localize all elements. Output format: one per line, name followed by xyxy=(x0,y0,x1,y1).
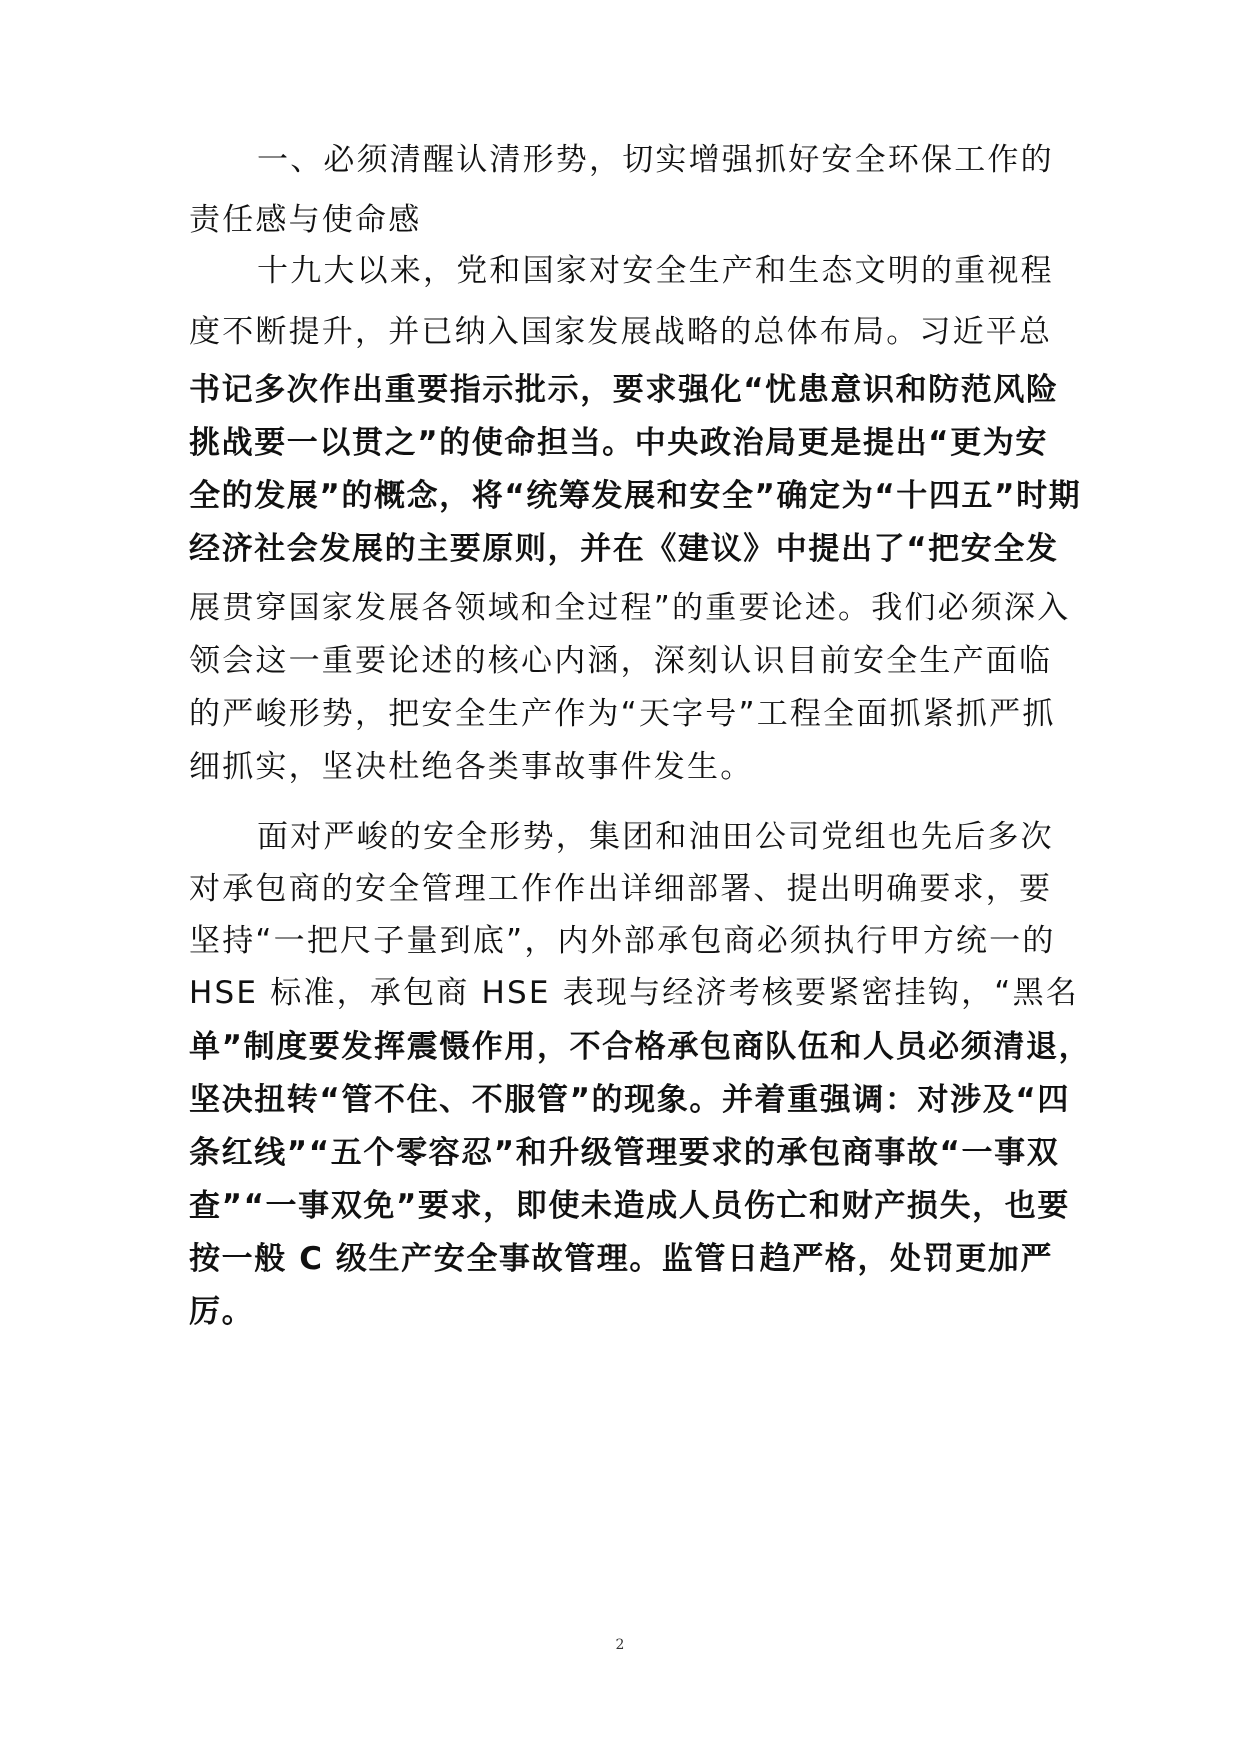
paragraph-1-line: 领会这一重要论述的核心内涵，深刻认识目前安全生产面临 xyxy=(189,643,1053,679)
paragraph-1-line: 全的发展”的概念，将“统筹发展和安全”确定为“十四五”时期 xyxy=(189,478,1082,514)
paragraph-2-line: HSE 标准，承包商 HSE 表现与经济考核要紧密挂钩，“黑名 xyxy=(189,975,1079,1011)
paragraph-1-line: 挑战要一以贯之”的使命担当。中央政治局更是提出“更为安 xyxy=(189,425,1048,461)
paragraph-1-line: 十九大以来，党和国家对安全生产和生态文明的重视程 xyxy=(257,253,1054,289)
paragraph-1-line: 书记多次作出重要指示批示，要求强化“忧患意识和防范风险 xyxy=(189,372,1059,408)
paragraph-2-line: 按一般 C 级生产安全事故管理。监管日趋严格，处罚更加严 xyxy=(189,1241,1054,1277)
section-heading-line-1: 一、必须清醒认清形势，切实增强抓好安全环保工作的 xyxy=(257,142,1054,178)
paragraph-2-line: 厉。 xyxy=(189,1294,255,1330)
paragraph-1-line: 经济社会发展的主要原则，并在《建议》中提出了“把安全发 xyxy=(189,531,1059,567)
paragraph-1-line: 展贯穿国家发展各领域和全过程”的重要论述。我们必须深入 xyxy=(189,590,1071,626)
paragraph-2-line: 查”“一事双免”要求，即使未造成人员伤亡和财产损失，也要 xyxy=(189,1188,1070,1224)
paragraph-2-line: 单”制度要发挥震慑作用，不合格承包商队伍和人员必须清退， xyxy=(189,1029,1092,1065)
paragraph-1-line: 度不断提升，并已纳入国家发展战略的总体布局。习近平总 xyxy=(189,314,1053,350)
page-number: 2 xyxy=(615,1637,625,1653)
paragraph-2-line: 对承包商的安全管理工作作出详细部署、提出明确要求，要 xyxy=(189,871,1053,907)
paragraph-1-line: 细抓实，坚决杜绝各类事故事件发生。 xyxy=(189,749,754,785)
paragraph-1-line: 的严峻形势，把安全生产作为“天字号”工程全面抓紧抓严抓 xyxy=(189,696,1056,732)
section-heading-line-2: 责任感与使命感 xyxy=(189,202,422,238)
paragraph-2-line: 坚决扭转“管不住、不服管”的现象。并着重强调：对涉及“四 xyxy=(189,1082,1070,1118)
paragraph-2-line: 坚持“一把尺子量到底”，内外部承包商必须执行甲方统一的 xyxy=(189,923,1056,959)
paragraph-2-line: 面对严峻的安全形势，集团和油田公司党组也先后多次 xyxy=(257,819,1054,855)
paragraph-2-line: 条红线”“五个零容忍”和升级管理要求的承包商事故“一事双 xyxy=(189,1135,1060,1171)
